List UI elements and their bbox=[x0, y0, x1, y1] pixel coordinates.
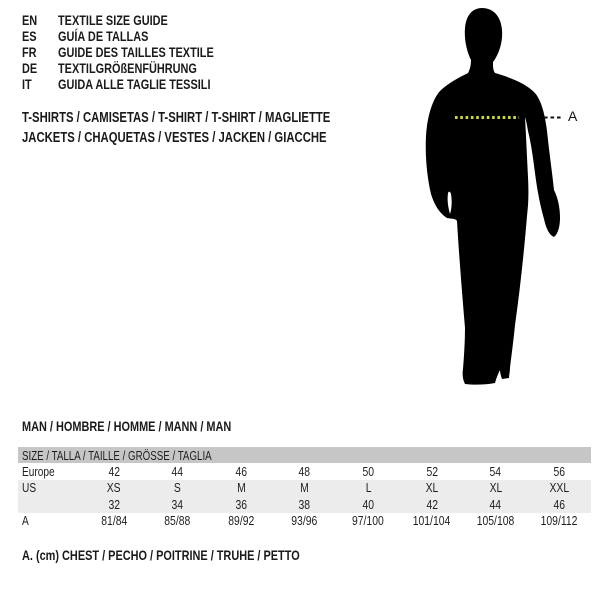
size-cell bbox=[82, 513, 146, 530]
size-cell-text: 109/112 bbox=[540, 513, 578, 529]
size-table bbox=[18, 447, 591, 529]
table-row-a-chest bbox=[18, 513, 591, 530]
language-code: DE bbox=[22, 60, 38, 76]
size-cell bbox=[273, 463, 337, 480]
size-cell bbox=[209, 480, 273, 497]
measure-footnote bbox=[22, 547, 378, 563]
size-cell bbox=[400, 480, 464, 497]
size-cell bbox=[400, 463, 464, 480]
size-cell bbox=[464, 513, 528, 530]
size-cell bbox=[273, 496, 337, 513]
size-cell bbox=[146, 463, 210, 480]
size-cell-text: M bbox=[300, 480, 310, 496]
category-line-tshirts bbox=[22, 108, 417, 128]
size-cell-text: 34 bbox=[171, 496, 184, 512]
size-cell-text: 89/92 bbox=[228, 513, 255, 529]
row-label-cell bbox=[18, 513, 82, 530]
language-code: FR bbox=[22, 44, 37, 60]
size-cell-text: 85/88 bbox=[164, 513, 191, 529]
size-cell-text: M bbox=[236, 480, 246, 496]
row-label-text: US bbox=[22, 480, 37, 496]
size-cell bbox=[527, 463, 591, 480]
size-table-header-row bbox=[18, 447, 591, 463]
size-cell-text: L bbox=[365, 480, 372, 496]
size-cell-text: 50 bbox=[362, 463, 375, 479]
size-cell-text: XXL bbox=[549, 480, 570, 496]
measure-footnote-text: A. (cm) CHEST / PECHO / POITRINE / TRUHE / PETTO bbox=[22, 547, 300, 563]
size-cell-text: 46 bbox=[235, 463, 247, 479]
size-cell bbox=[337, 463, 401, 480]
size-cell bbox=[337, 480, 401, 497]
size-cell-text: 54 bbox=[489, 463, 502, 479]
size-cell-text: 44 bbox=[489, 496, 502, 512]
size-cell-text: 42 bbox=[426, 496, 438, 512]
size-cell bbox=[337, 513, 401, 530]
row-label-cell bbox=[18, 463, 82, 480]
size-cell bbox=[82, 496, 146, 513]
size-cell-text: 46 bbox=[553, 496, 565, 512]
size-cell bbox=[273, 513, 337, 530]
size-cell-text: 42 bbox=[108, 463, 120, 479]
language-title: GUÍA DE TALLAS bbox=[58, 28, 149, 44]
row-label-text: A bbox=[22, 513, 29, 529]
size-cell-text: 93/96 bbox=[291, 513, 318, 529]
size-cell bbox=[527, 496, 591, 513]
size-cell-text: 40 bbox=[362, 496, 375, 512]
size-cell bbox=[273, 480, 337, 497]
table-row-europe bbox=[18, 463, 591, 480]
size-cell-text: 36 bbox=[235, 496, 247, 512]
man-silhouette bbox=[426, 8, 560, 385]
category-heading bbox=[22, 108, 417, 148]
size-cell bbox=[527, 480, 591, 497]
language-title: GUIDE DES TAILLES TEXTILE bbox=[58, 44, 214, 60]
size-cell-text: 52 bbox=[426, 463, 438, 479]
size-cell bbox=[146, 496, 210, 513]
row-label-text: Europe bbox=[22, 463, 55, 479]
size-cell-text: XL bbox=[489, 480, 502, 496]
size-cell-text: 56 bbox=[553, 463, 565, 479]
size-cell bbox=[82, 480, 146, 497]
table-row-us bbox=[18, 480, 591, 497]
language-title: GUIDA ALLE TAGLIE TESSILI bbox=[58, 76, 211, 92]
size-cell-text: S bbox=[173, 480, 181, 496]
size-table-header-cell bbox=[18, 447, 591, 463]
size-cell-text: XL bbox=[425, 480, 439, 496]
size-cell bbox=[209, 496, 273, 513]
size-cell bbox=[146, 513, 210, 530]
table-row-us-numeric bbox=[18, 496, 591, 513]
category-line-tshirts-text: T-SHIRTS / CAMISETAS / T-SHIRT / T-SHIRT / MAGLIETTE bbox=[22, 110, 331, 126]
size-cell-text: 48 bbox=[298, 463, 311, 479]
size-cell bbox=[464, 463, 528, 480]
size-cell-text: 97/100 bbox=[352, 513, 385, 529]
section-heading-man bbox=[22, 418, 290, 434]
man-silhouette-figure bbox=[423, 7, 600, 387]
section-heading-man-text: MAN / HOMBRE / HOMME / MANN / MAN bbox=[22, 418, 232, 434]
row-label-cell bbox=[18, 480, 82, 497]
size-cell bbox=[400, 513, 464, 530]
size-cell-text: 105/108 bbox=[476, 513, 515, 529]
size-cell bbox=[209, 513, 273, 530]
category-line-jackets bbox=[22, 128, 417, 148]
size-cell-text: 44 bbox=[171, 463, 184, 479]
size-cell bbox=[400, 496, 464, 513]
row-label-cell bbox=[18, 496, 82, 513]
size-cell-text: 38 bbox=[298, 496, 311, 512]
size-cell bbox=[209, 463, 273, 480]
language-title: TEXTILE SIZE GUIDE bbox=[58, 12, 168, 28]
size-cell bbox=[464, 496, 528, 513]
language-title: TEXTILGRÖßENFÜHRUNG bbox=[58, 60, 197, 76]
category-line-jackets-text: JACKETS / CHAQUETAS / VESTES / JACKEN / GIACCHE bbox=[22, 130, 327, 146]
language-code: ES bbox=[22, 28, 37, 44]
size-cell bbox=[82, 463, 146, 480]
size-cell-text: 101/104 bbox=[413, 513, 451, 529]
size-cell bbox=[337, 496, 401, 513]
language-code: EN bbox=[22, 12, 38, 28]
size-cell-text: 32 bbox=[108, 496, 120, 512]
size-table-header-text: SIZE / TALLA / TAILLE / GRÖSSE / TAGLIA bbox=[22, 447, 212, 463]
measure-label-a: A bbox=[568, 108, 578, 124]
size-cell bbox=[464, 480, 528, 497]
size-cell-text: XS bbox=[106, 480, 121, 496]
size-cell bbox=[527, 513, 591, 530]
language-code: IT bbox=[22, 76, 32, 92]
size-cell bbox=[146, 480, 210, 497]
size-cell-text: 81/84 bbox=[100, 513, 127, 529]
